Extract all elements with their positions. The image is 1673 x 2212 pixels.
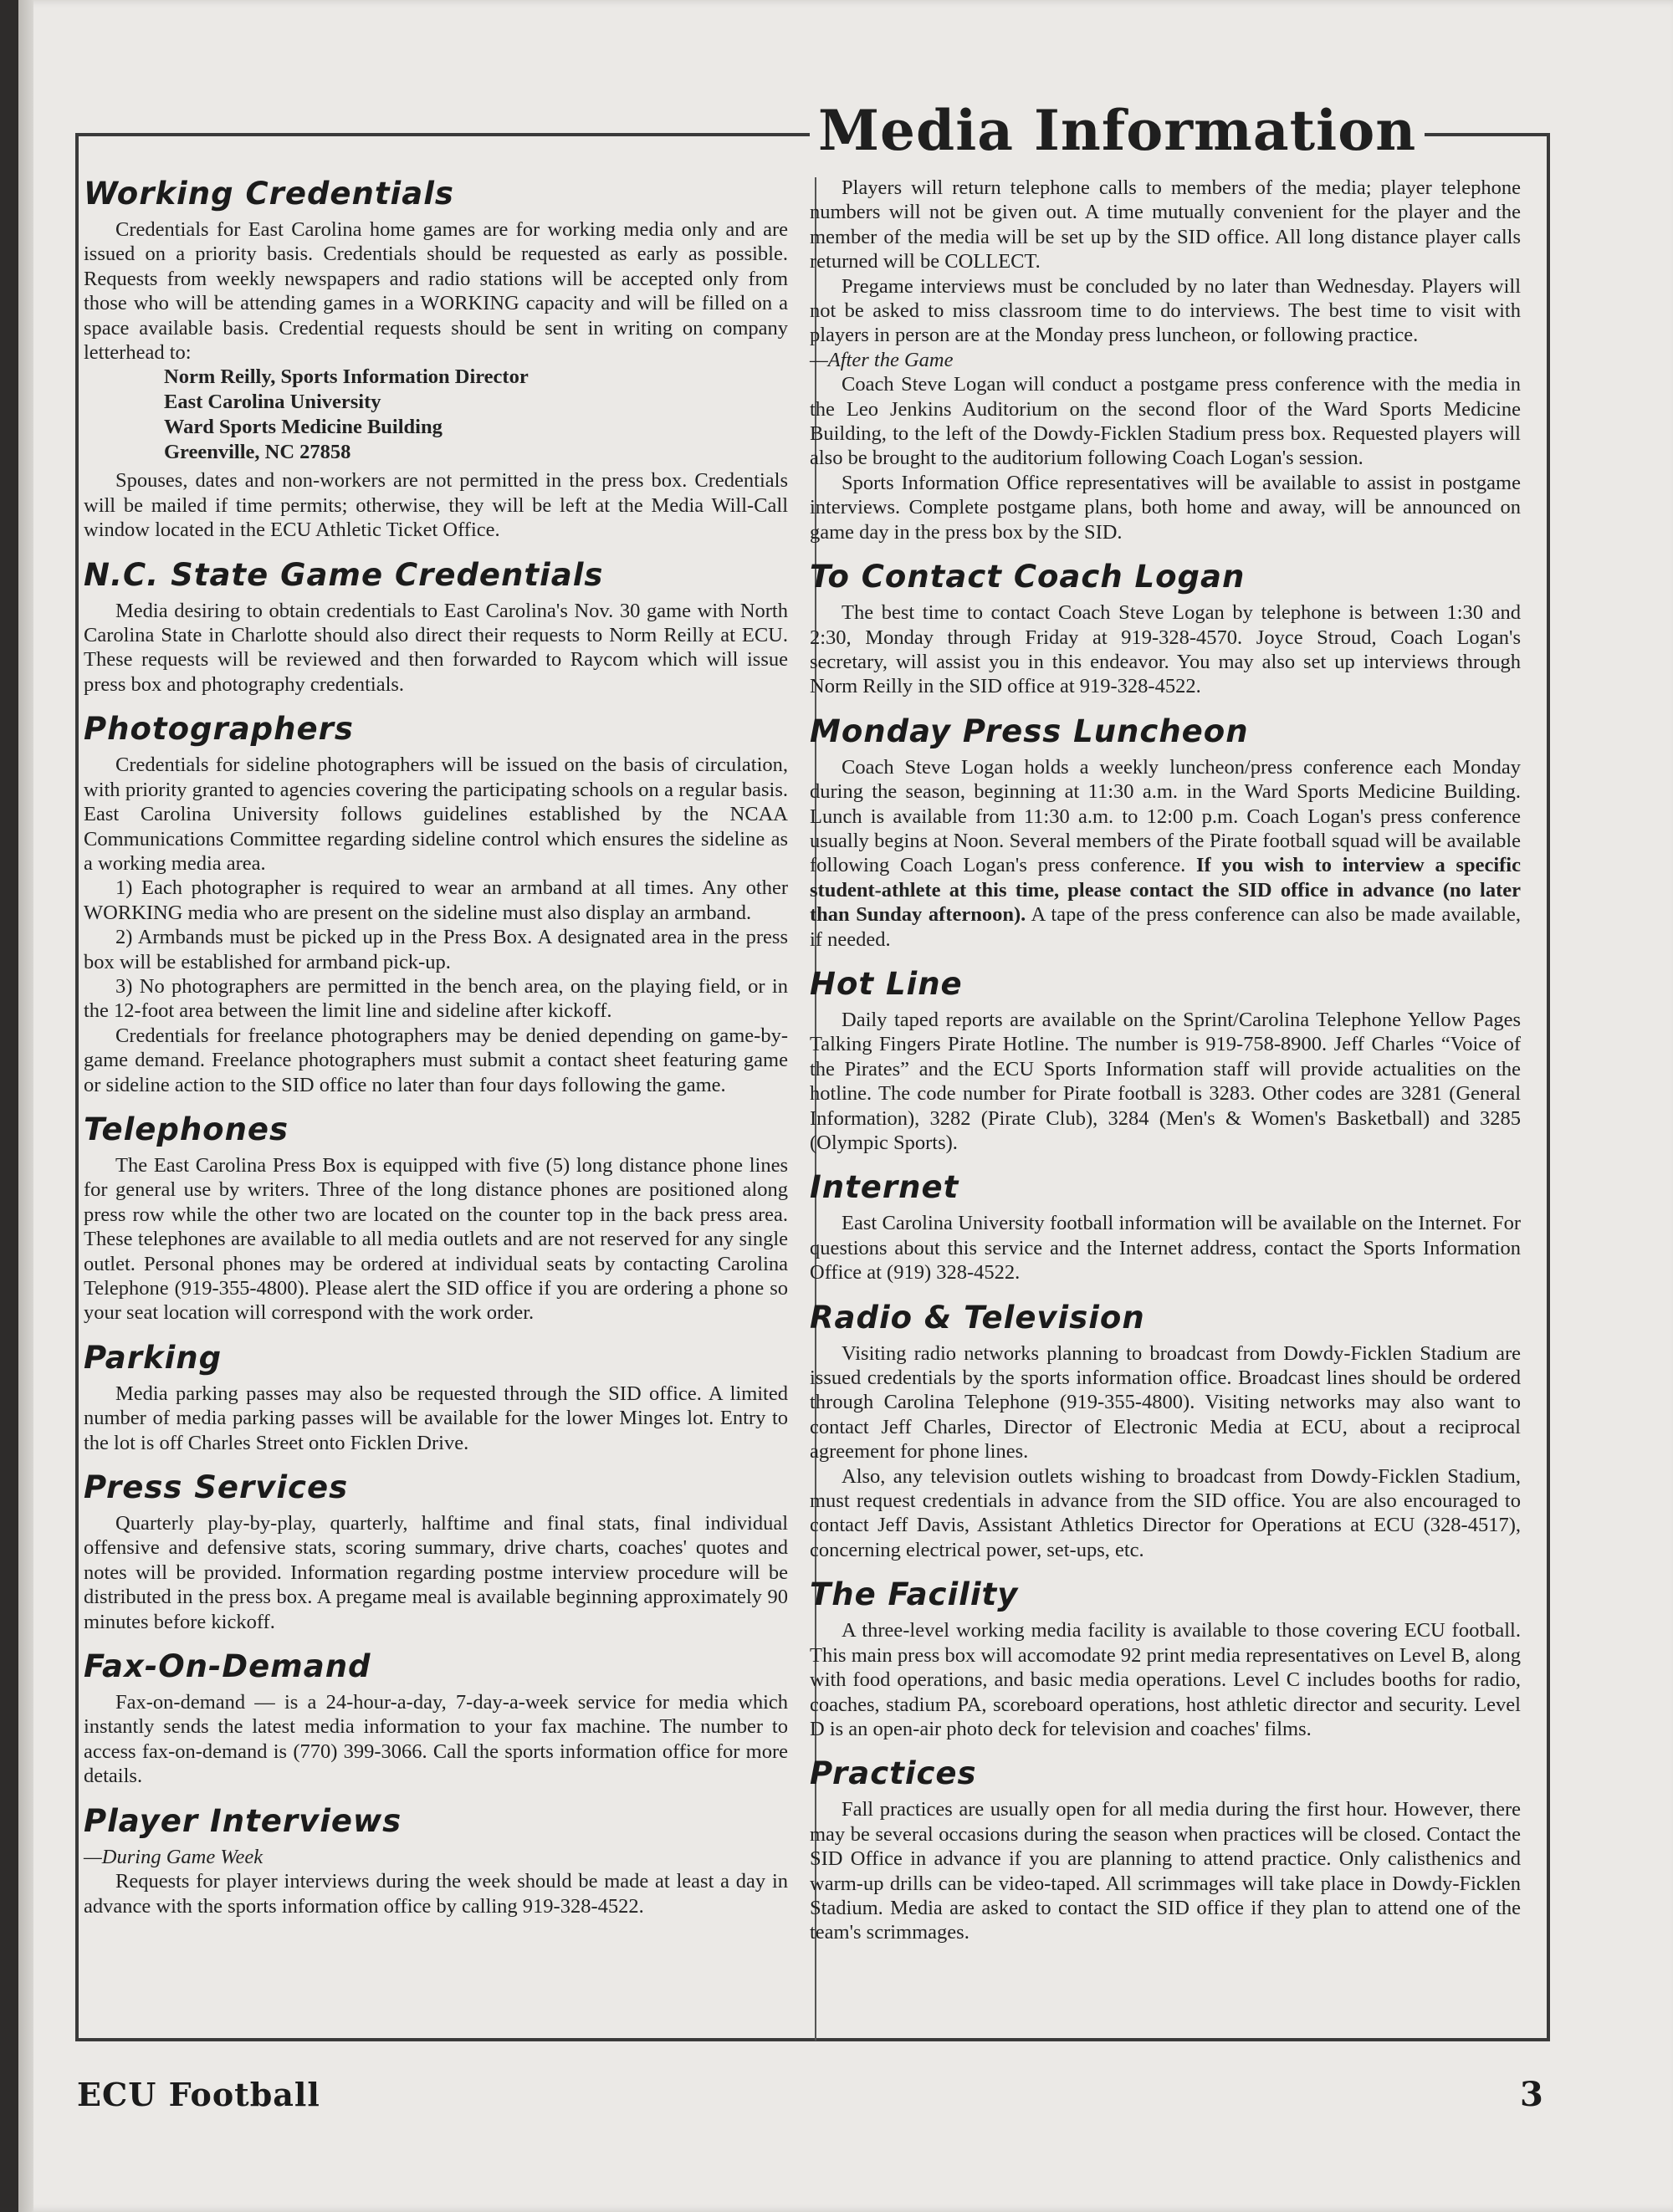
- section-heading: Fax-On-Demand: [84, 1648, 371, 1685]
- section-parking: [84, 1340, 788, 1455]
- paragraph: Credentials for East Carolina home games are for working media only and are issued on a priority basis. Credentials should be requested as early as possible. Requests from weekly newspapers and radio stations will be accepted only from those who will be attending games in a WORKING capacity and will be filled on a space available basis. Credential requests should be sent in writing on company letterhead to:: [84, 218, 788, 365]
- section-heading: Parking: [84, 1339, 223, 1376]
- paragraph: Fax-on-demand — is a 24-hour-a-day, 7-day-a-week service for media which instantly sends the latest media information to your fax machine. The number to access fax-on-demand is (770) 399-3066. Call the sports information office for more details.: [84, 1691, 788, 1788]
- section-heading: To Contact Coach Logan: [810, 559, 1246, 595]
- paragraph: East Carolina University football information will be available on the Internet. For questions about this service and the Internet address, contact the Sports Information Office at (919) 328-4522.: [810, 1212, 1521, 1285]
- binding-edge: [18, 0, 33, 2212]
- address-line: Ward Sports Medicine Building: [164, 416, 443, 439]
- paragraph-text: A tape of the press conference can also be made available, if needed.: [810, 903, 1521, 951]
- paragraph: Sports Information Office representatives will be available to assist in postgame interviews. Complete postgame plans, both home and away, will be announced on game day in the press box by the SID.: [810, 471, 1521, 544]
- section-nc-state-credentials: [84, 557, 788, 697]
- address-line: Greenville, NC 27858: [164, 441, 351, 464]
- section-photographers: [84, 711, 788, 1097]
- subheading: —During Game Week: [84, 1845, 263, 1868]
- paragraph: Coach Steve Logan will conduct a postgame press conference with the media in the Leo Jenkins Auditorium on the second floor of the Ward Sports Medicine Building, to the left of the Dowdy-Ficklen Stadium press box. Requested players will also be brought to the auditorium following Coach Logan's session.: [810, 373, 1521, 470]
- section-heading: The Facility: [810, 1576, 1019, 1613]
- section-contact-coach-logan: [810, 559, 1521, 699]
- section-heading: Working Credentials: [84, 176, 454, 212]
- section-press-services: [84, 1469, 788, 1634]
- paragraph: Also, any television outlets wishing to broadcast from Dowdy-Ficklen Stadium, must request credentials in advance from the SID office. You are also encouraged to contact Jeff Davis, Assistant Athletics Director for Operations at ECU (328-4517), concerning electrical power, set-ups, etc.: [810, 1464, 1521, 1561]
- right-column: [810, 176, 1521, 1959]
- paragraph: Visiting radio networks planning to broadcast from Dowdy-Ficklen Stadium are issued credentials by the sports information office. Broadcast lines should be ordered through Carolina Telephone (919-355-4800). Visiting networks may also want to contact Jeff Charles, Director of Electronic Media at ECU, about a reciprocal agreement for phone lines.: [810, 1341, 1521, 1464]
- paragraph: Media parking passes may also be requested through the SID office. A limited number of media parking passes will be available for the lower Minges lot. Entry to the lot is off Charles Street onto Ficklen Drive.: [84, 1382, 788, 1454]
- paragraph: 2) Armbands must be picked up in the Press Box. A designated area in the press box will be established for armband pick-up.: [84, 926, 788, 973]
- section-hot-line: [810, 966, 1521, 1155]
- paragraph: [810, 755, 1521, 952]
- bold-notice: If you wish to interview a specific student-athlete at this time, please contact the SID office in advance (no later than Sunday afternoon).: [810, 854, 1521, 927]
- section-heading: Player Interviews: [84, 1802, 402, 1839]
- section-heading: Monday Press Luncheon: [810, 713, 1249, 749]
- section-heading: Press Services: [84, 1469, 349, 1506]
- paragraph: The East Carolina Press Box is equipped with five (5) long distance phone lines for general use by writers. Three of the long distance phones are positioned along press row while the other two are located on the counter top in the back press area. These telephones are available to all media outlets and are not reserved for any single outlet. Personal phones may be ordered at individual seats by contacting Carolina Telephone (919-355-4800). Please alert the SID office if you are ordering a phone so your seat location will correspond with the work order.: [84, 1153, 788, 1325]
- left-column: [84, 176, 788, 1933]
- paragraph: Fall practices are usually open for all media during the first hour. However, there may be several occasions during the season when practices will be closed. Contact the SID Office in advance if you are planning to attend practice. Only calisthenics and warm-up drills can be video-taped. All scrimmages will take place in Dowdy-Ficklen Stadium. Media are asked to contact the SID office if they plan to attend one of the team's scrimmages.: [810, 1798, 1521, 1944]
- section-radio-television: [810, 1300, 1521, 1563]
- paragraph: Players will return telephone calls to members of the media; player telephone numbers will not be given out. A time mutually convenient for the player and the member of the media will be set up by the SID office. All long distance player calls returned will be COLLECT.: [810, 176, 1521, 273]
- paragraph: Daily taped reports are available on the Sprint/Carolina Telephone Yellow Pages Talking Fingers Pirate Hotline. The number is 919-758-8900. Jeff Charles “Voice of the Pirates” and the ECU Sports Information staff will provide actualities on the hotline. The code number for Pirate football is 3283. Other codes are 3281 (General Information), 3282 (Pirate Club), 3284 (Men's & Women's Basketball) and 3285 (Olympic Sports).: [810, 1008, 1521, 1154]
- section-internet: [810, 1169, 1521, 1285]
- footer-publication-name: ECU Football: [77, 2076, 320, 2113]
- section-working-credentials: [84, 176, 788, 543]
- section-player-interviews: [84, 1803, 788, 1918]
- paragraph: Requests for player interviews during the week should be made at least a day in advance with the sports information office by calling 919-328-4522.: [84, 1870, 788, 1918]
- section-fax-on-demand: [84, 1648, 788, 1789]
- paragraph: Media desiring to obtain credentials to East Carolina's Nov. 30 game with North Carolina State in Charlotte should also direct their requests to Norm Reilly at ECU. These requests will be reviewed and then forwarded to Raycom which will issue press box and photography credentials.: [84, 599, 788, 696]
- paragraph: Credentials for freelance photographers may be denied depending on game-by-game demand. Freelance photographers must submit a contact sheet featuring game or sideline action to the SID office no later than four days following the game.: [84, 1024, 788, 1096]
- paragraph: 3) No photographers are permitted in the bench area, on the playing field, or in the 12-foot area between the limit line and sideline after kickoff.: [84, 974, 788, 1023]
- page-title: Media Information: [810, 99, 1425, 162]
- paragraph: 1) Each photographer is required to wear an armband at all times. Any other WORKING media who are present on the sideline must also display an armband.: [84, 876, 788, 924]
- subheading: —After the Game: [810, 348, 954, 371]
- section-heading: Telephones: [84, 1111, 289, 1147]
- paragraph: Credentials for sideline photographers will be issued on the basis of circulation, with priority granted to agencies covering the participating schools on a regular basis. East Carolina University follows guidelines established by the NCAA Communications Committee regarding sideline control which ensures the sideline as a working media area.: [84, 754, 788, 875]
- paragraph-text: Coach Steve Logan holds a weekly luncheon/press conference each Monday during the season, beginning at 11:30 a.m. in the Ward Sports Medicine Building. Lunch is available from 11:30 a.m. to 12:00 p.m. Coach Logan's press conference usually begins at Noon. Several members of the Pirate football squad will be available following Coach Logan's press conference.: [810, 755, 1521, 877]
- paragraph: Spouses, dates and non-workers are not permitted in the press box. Credentials will be mailed if time permits; otherwise, they will be left at the Media Will-Call window located in the ECU Athletic Ticket Office.: [84, 469, 788, 542]
- paragraph: The best time to contact Coach Steve Logan by telephone is between 1:30 and 2:30, Monday through Friday at 919-328-4570. Joyce Stroud, Coach Logan's secretary, will assist you in this endeavor. You may also set up interviews through Norm Reilly in the SID office at 919-328-4522.: [810, 601, 1521, 698]
- paragraph: Pregame interviews must be concluded by no later than Wednesday. Players will not be asked to miss classroom time to do interviews. The best time to visit with players in person are at the Monday press luncheon, or following practice.: [810, 274, 1521, 347]
- section-practices: [810, 1755, 1521, 1944]
- section-monday-press-luncheon: [810, 713, 1521, 952]
- section-player-interviews-continued: [810, 176, 1521, 544]
- paragraph: A three-level working media facility is available to those covering ECU football. This main press box will accomodate 92 print media representatives on Level B, along with food operations, and basic media operations. Level C includes booths for radio, coaches, stadium PA, scoreboard operations, host athletic director and security. Level D is an open-air photo deck for television and coaches' films.: [810, 1619, 1521, 1740]
- section-heading: Internet: [810, 1169, 959, 1206]
- section-telephones: [84, 1111, 788, 1326]
- section-heading: N.C. State Game Credentials: [84, 556, 604, 593]
- address-line: East Carolina University: [164, 391, 381, 414]
- section-heading: Practices: [810, 1755, 977, 1792]
- section-the-facility: [810, 1576, 1521, 1741]
- section-heading: Hot Line: [810, 965, 963, 1002]
- section-heading: Photographers: [84, 711, 354, 748]
- section-heading: Radio & Television: [810, 1299, 1145, 1336]
- page-number: 3: [1520, 2075, 1543, 2114]
- paragraph: Quarterly play-by-play, quarterly, halftime and final stats, final individual offensive and defensive stats, scoring summary, drive charts, coaches' quotes and notes will be provided. Information regarding postme interview procedure will be distributed in the press box. A pregame meal is available beginning approximately 90 minutes before kickoff.: [84, 1512, 788, 1633]
- address-line: Norm Reilly, Sports Information Director: [164, 365, 529, 389]
- mailing-address: [84, 365, 788, 465]
